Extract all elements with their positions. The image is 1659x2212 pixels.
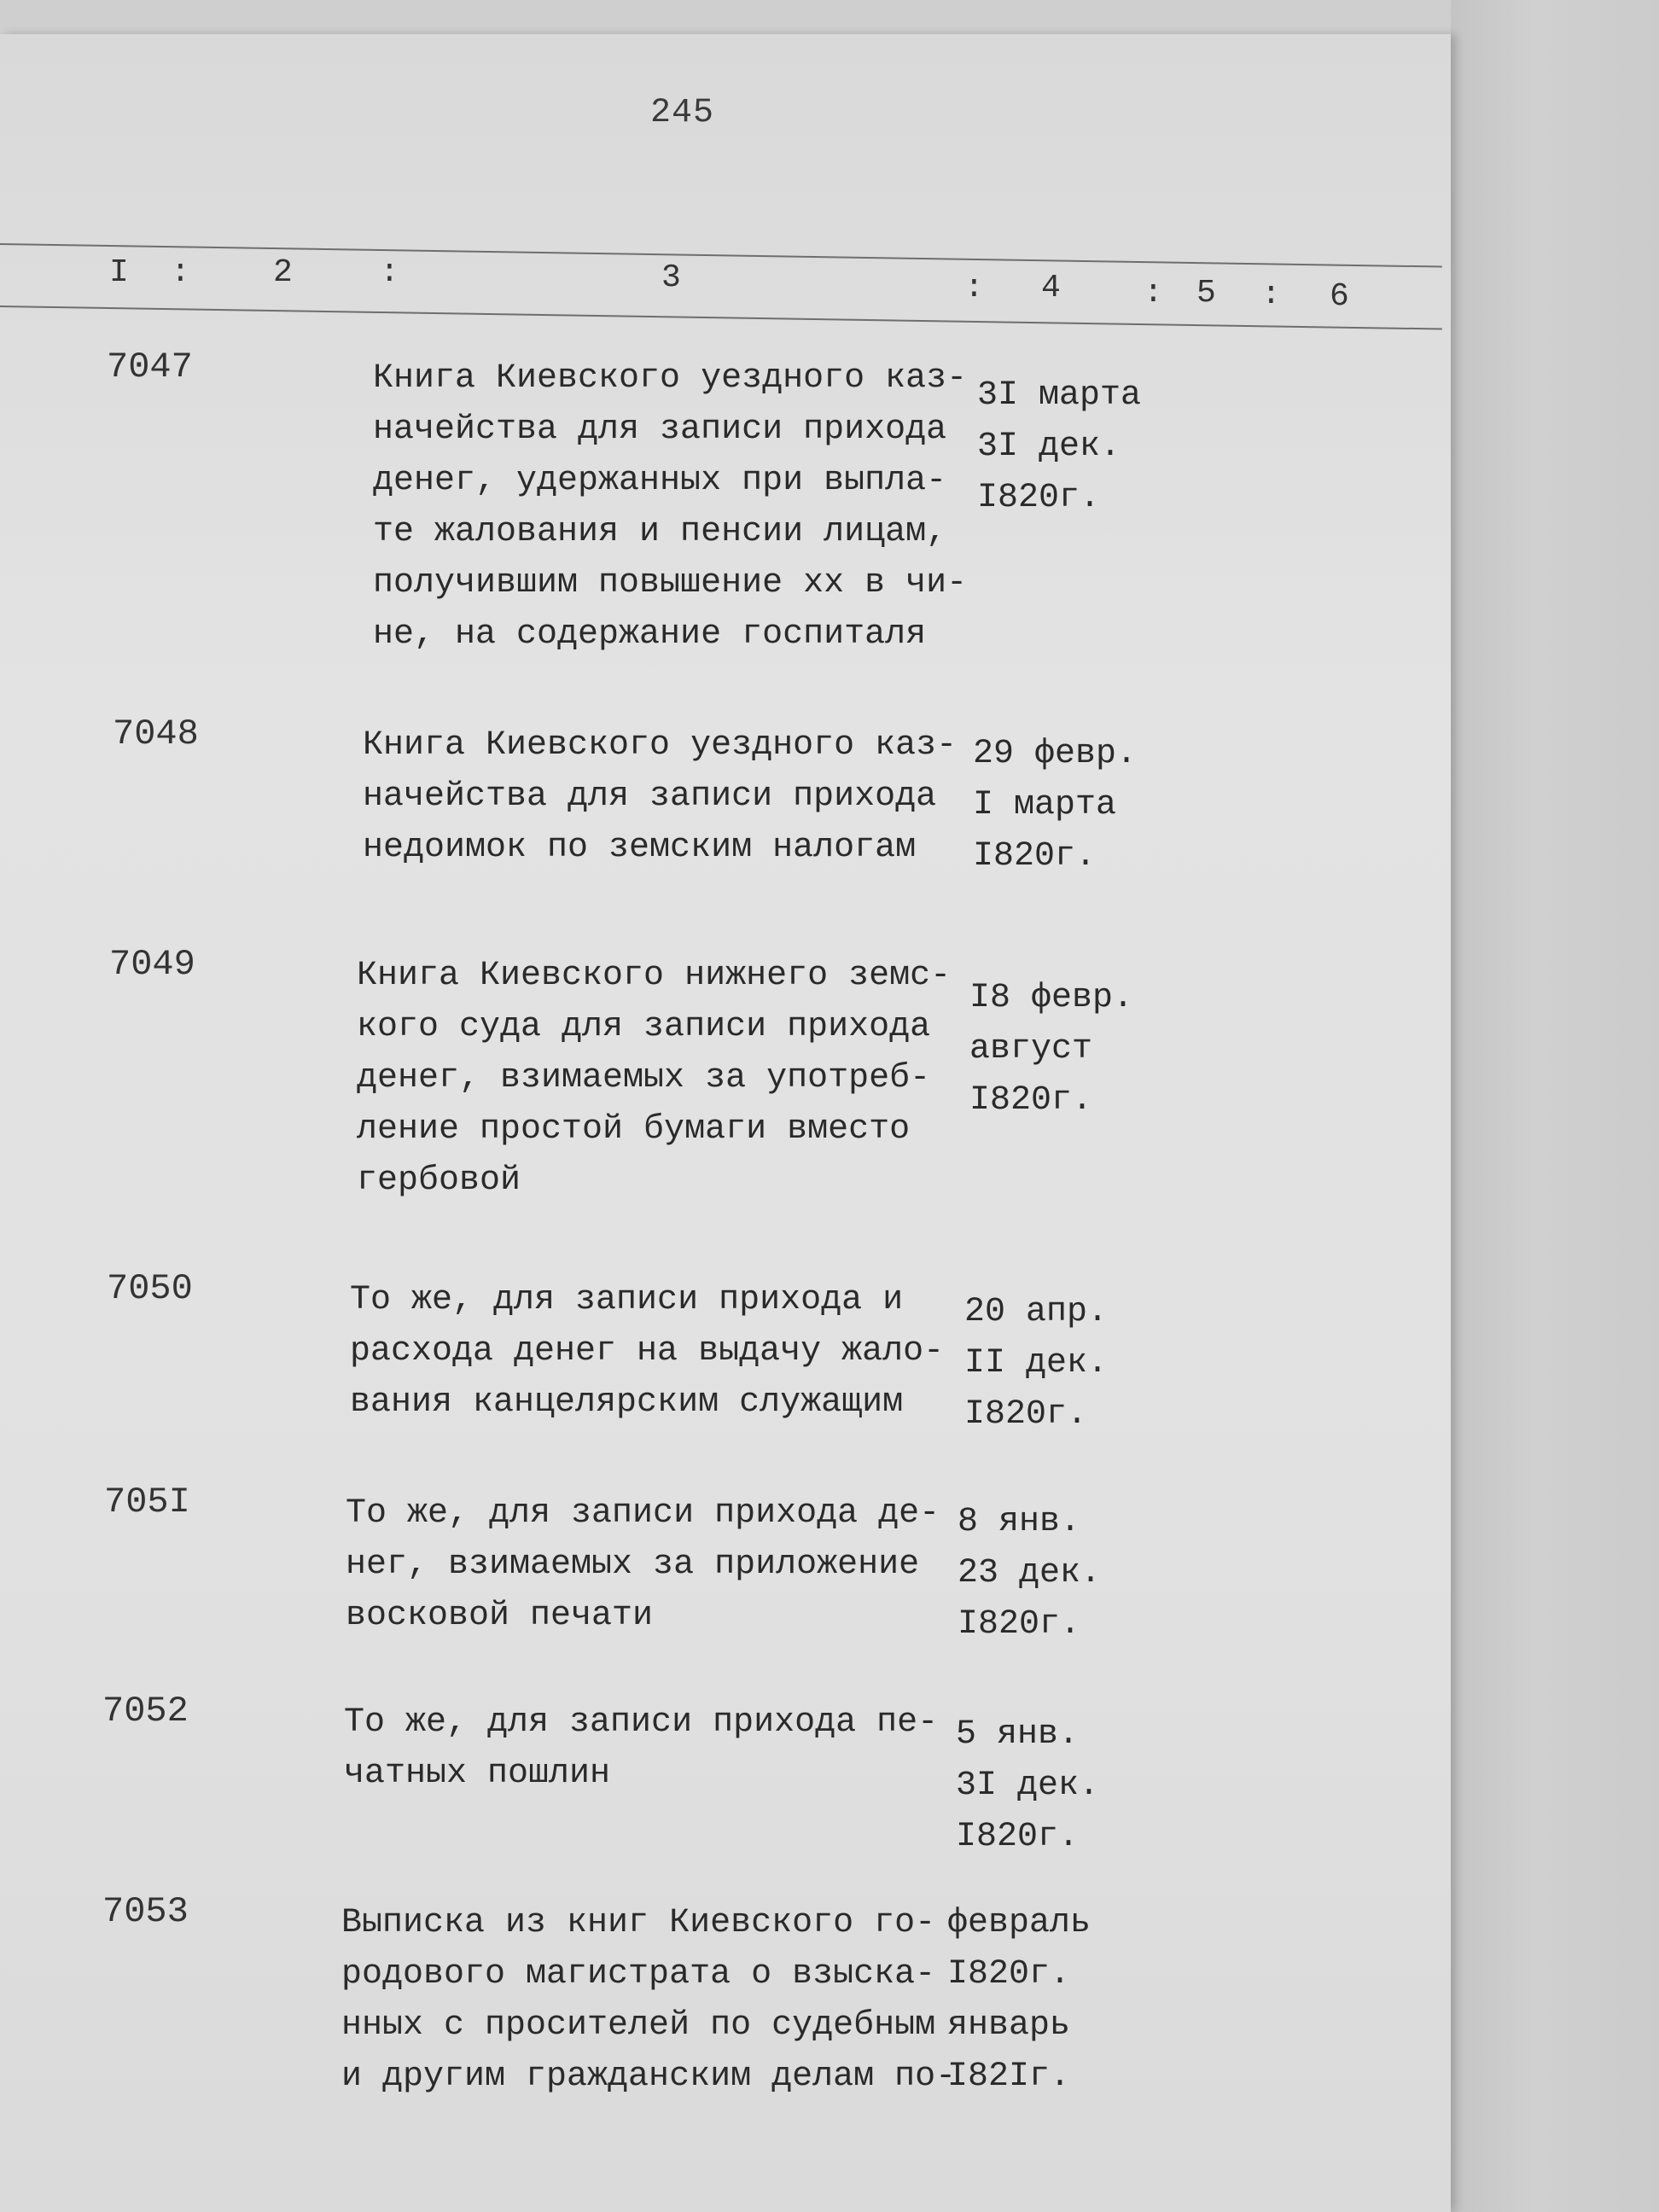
description-line: начейства для записи прихода (363, 777, 937, 816)
date-line: февраль (947, 1904, 1091, 1942)
entry-dates (964, 1287, 1135, 1441)
description-line: кого суда для записи прихода (357, 1008, 931, 1046)
description-line: получившим повышение хх в чи- (373, 564, 968, 602)
date-line: I820г. (977, 479, 1101, 517)
column-header-row (0, 254, 1442, 315)
entry-description (346, 1488, 977, 1642)
column-header-5: 5 (1196, 275, 1216, 311)
date-line: 5 янв. (956, 1715, 1080, 1754)
description-line: и другим гражданским делам по- (341, 2058, 957, 2096)
description-line: ление простой бумаги вместо (357, 1110, 911, 1149)
date-line: 29 февр. (973, 735, 1138, 773)
entry-dates (947, 1898, 1118, 2103)
date-line: 3I дек. (977, 428, 1121, 466)
column-separator: : (171, 254, 190, 291)
description-line: нег, взимаемых за приложение (346, 1545, 920, 1584)
description-line: То же, для записи прихода и (350, 1281, 904, 1319)
column-header-6: 6 (1330, 278, 1349, 315)
description-line: чатных пошлин (344, 1755, 611, 1793)
date-line: 3I дек. (956, 1767, 1100, 1805)
date-line: I820г. (969, 1081, 1093, 1120)
description-line: те жалования и пенсии лицам, (373, 513, 947, 551)
description-line: денег, удержанных при выпла- (373, 462, 947, 500)
date-line: I820г. (947, 1955, 1071, 1994)
description-line: денег, взимаемых за употреб- (357, 1059, 931, 1097)
entry-description (341, 1898, 973, 2103)
description-line: Книга Киевского уездного каз- (363, 726, 958, 765)
date-line: 20 апр. (964, 1293, 1109, 1331)
date-line: I820г. (958, 1605, 1081, 1644)
entry-description (350, 1275, 981, 1429)
description-line: восковой печати (346, 1597, 654, 1635)
description-line: вания канцелярским служащим (350, 1383, 904, 1422)
entry-dates (977, 370, 1148, 524)
date-line: I82Iг. (947, 2058, 1071, 2096)
description-line: То же, для записи прихода де- (346, 1494, 940, 1533)
column-separator: : (964, 270, 984, 306)
entry-number: 7048 (113, 713, 199, 754)
date-line: I8 февр. (969, 979, 1134, 1017)
description-line: нных с просителей по судебным (341, 2006, 936, 2045)
entry-number: 7050 (107, 1268, 193, 1309)
column-separator: : (380, 254, 399, 291)
entry-number: 705I (104, 1481, 190, 1522)
date-line: I марта (973, 786, 1117, 824)
description-line: Книга Киевского уездного каз- (373, 359, 968, 398)
entry-number: 7049 (109, 944, 195, 985)
description-line: не, на содержание госпиталя (373, 615, 927, 654)
entry-description (373, 353, 1004, 661)
entry-number: 7047 (107, 346, 193, 387)
date-line: 8 янв. (958, 1503, 1081, 1541)
background-surface (1451, 0, 1659, 2212)
column-header-1: I (109, 254, 129, 291)
entry-dates (973, 729, 1144, 882)
date-line: I820г. (956, 1818, 1080, 1856)
date-line: 23 дек. (958, 1554, 1102, 1592)
column-header-2: 2 (273, 254, 293, 291)
description-line: начейства для записи прихода (373, 410, 947, 449)
description-line: гербовой (357, 1161, 521, 1200)
entry-dates (958, 1497, 1128, 1650)
document-page (0, 34, 1451, 2212)
entry-dates (956, 1709, 1126, 1863)
description-line: Книга Киевского нижнего земс- (357, 957, 952, 995)
date-line: август (969, 1030, 1093, 1068)
description-line: Выписка из книг Киевского го- (341, 1904, 936, 1942)
date-line: I820г. (964, 1395, 1088, 1434)
entry-dates (969, 973, 1140, 1126)
entry-description (363, 720, 994, 874)
page-number: 245 (650, 94, 715, 132)
entry-number: 7053 (102, 1891, 189, 1932)
column-header-4: 4 (1041, 270, 1061, 306)
description-line: То же, для записи прихода пе- (344, 1703, 939, 1742)
entry-description (357, 951, 988, 1207)
date-line: 3I марта (977, 376, 1142, 415)
date-line: I820г. (973, 837, 1097, 876)
column-header-3: 3 (661, 259, 681, 296)
description-line: недоимок по земским налогам (363, 829, 917, 867)
column-separator: : (1144, 275, 1163, 311)
description-line: расхода денег на выдачу жало- (350, 1332, 945, 1371)
column-separator: : (1261, 276, 1281, 313)
entry-description (344, 1697, 975, 1800)
entry-number: 7052 (102, 1691, 189, 1732)
date-line: II дек. (964, 1344, 1109, 1382)
description-line: родового магистрата о взыска- (341, 1955, 936, 1994)
header-rule-bottom (0, 306, 1442, 330)
date-line: январь (947, 2006, 1071, 2045)
